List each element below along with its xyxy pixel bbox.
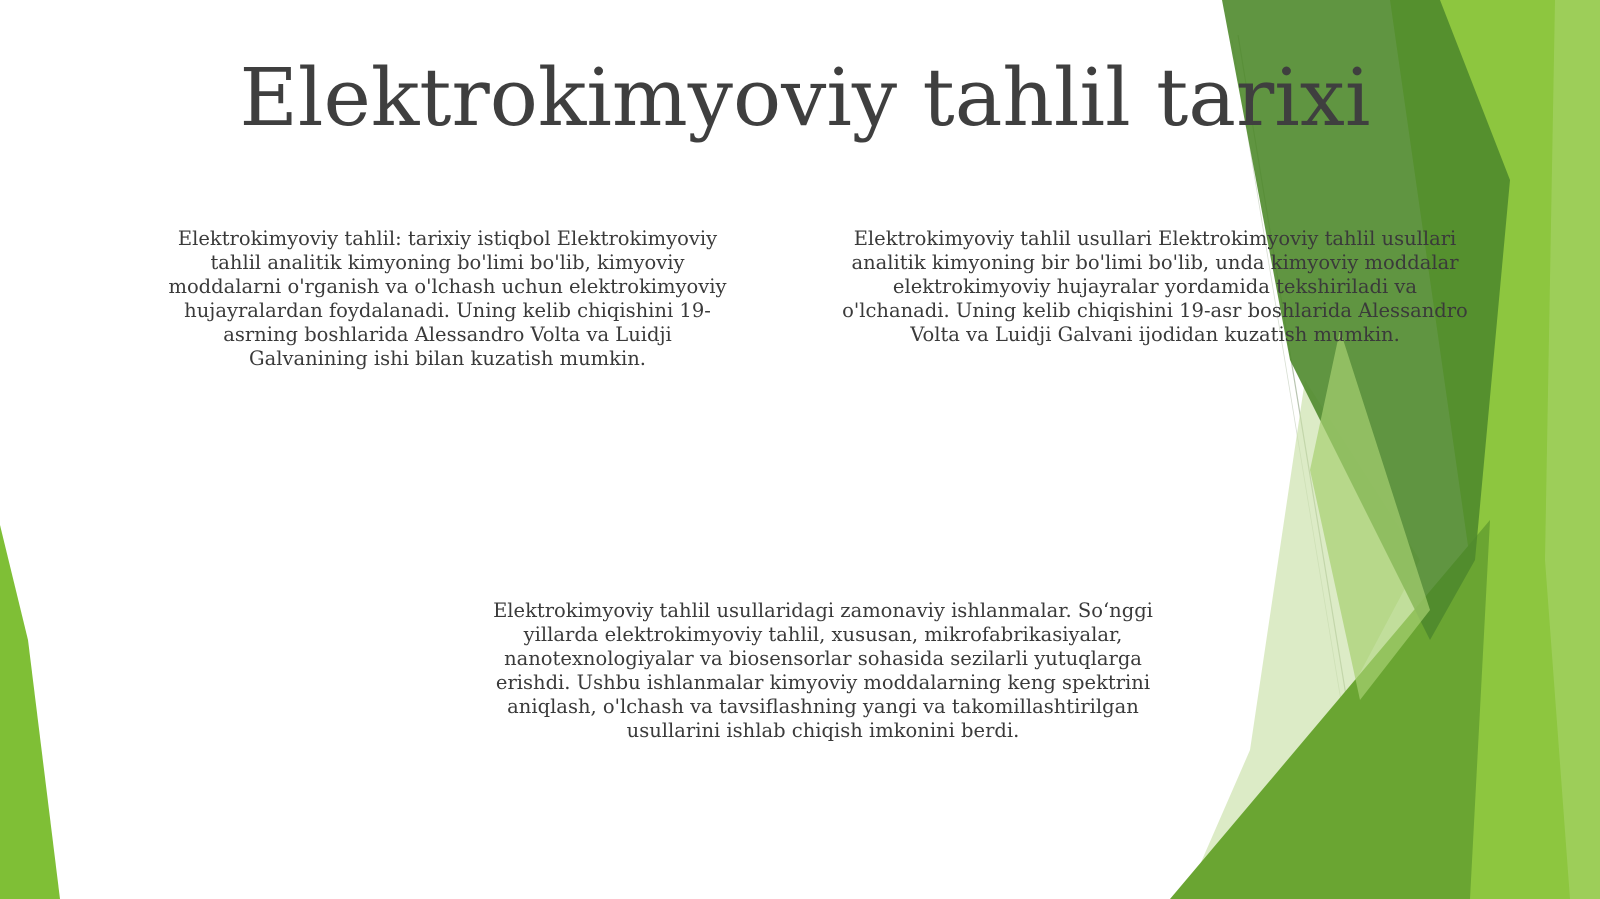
history-paragraph: Elektrokimyoviy tahlil: tarixiy istiqbol Elektrokimyoviy tahlil analitik kimyoning bo'limi bo'lib, kimyoviy moddalarni o'rganish va o'lchash uchun elektrokimyoviy hujayralardan foydalanadi. Uning kelib chiqishini 19-asrning boshlarida Alessandro Volta va Luidji Galvanining ishi bilan kuzatish mumkin. [168,227,727,370]
left-green-sliver [0,525,60,899]
slide-title: Elektrokimyoviy tahlil tarixi [239,51,1371,144]
methods-paragraph: Elektrokimyoviy tahlil usullari Elektrokimyoviy tahlil usullari analitik kimyoning bir bo'limi bo'lib, unda kimyoviy moddalar elektrokimyoviy hujayralar yordamida tekshiriladi va o'lchanadi. Uning kelib chiqishini 19-asr boshlarida Alessandro Volta va Luidji Galvani ijodidan kuzatish mumkin. [842,227,1468,346]
modern-developments-paragraph: Elektrokimyoviy tahlil usullaridagi zamonaviy ishlanmalar. So‘nggi yillarda elektrokimyoviy tahlil, xususan, mikrofabrikasiyalar, nanotexnologiyalar va biosensorlar sohasida sezilarli yutuqlarga erishdi. Ushbu ishlanmalar kimyoviy moddalarning keng spektrini aniqlash, o'lchash va tavsiflashning yangi va takomillashtirilgan usullarini ishlab chiqish imkonini berdi. [493,599,1153,742]
